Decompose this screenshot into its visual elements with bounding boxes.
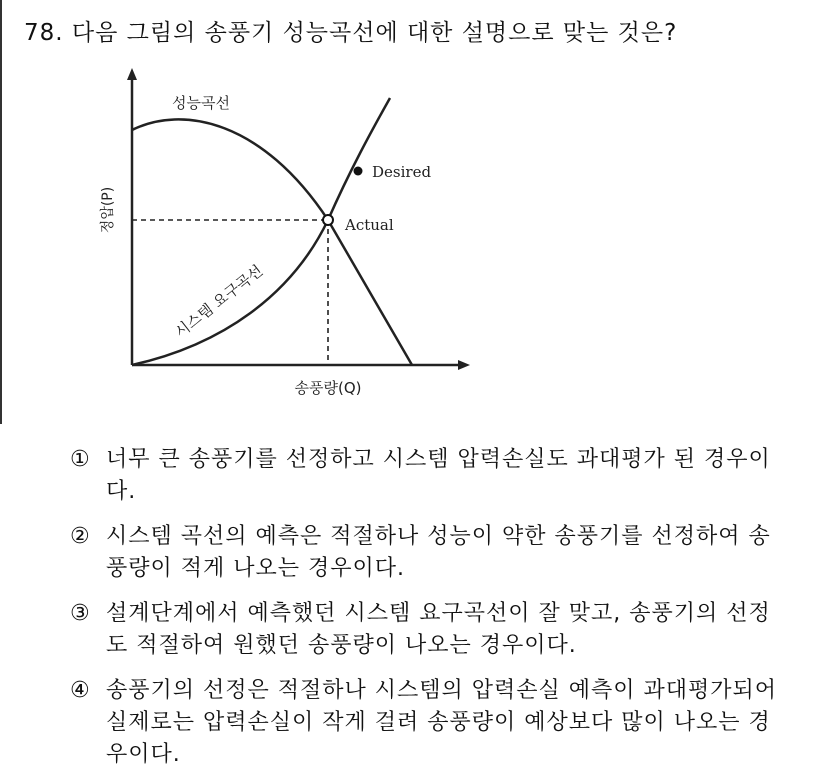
option-text: 시스템 곡선의 예측은 적절하나 성능이 약한 송풍기를 선정하여 송풍량이 적게 나오는 경우이다.: [106, 524, 771, 581]
question-text: 78. 다음 그림의 송풍기 성능곡선에 대한 설명으로 맞는 것은?: [24, 20, 678, 46]
x-axis-arrow: [458, 360, 470, 370]
fan-curve-figure: [72, 60, 492, 410]
option-number: ④: [70, 678, 91, 703]
y-axis-arrow: [127, 68, 137, 80]
option-1[interactable]: [70, 444, 790, 508]
option-text: 설계단계에서 예측했던 시스템 요구곡선이 잘 맞고, 송풍기의 선정도 적절하여 원했던 송풍량이 나오는 경우이다.: [106, 601, 771, 658]
desired-point: [354, 167, 363, 176]
option-4[interactable]: [70, 675, 790, 771]
y-axis-label: 정압(P): [100, 186, 116, 234]
option-3[interactable]: [70, 598, 790, 662]
answer-options: [70, 444, 790, 784]
option-2[interactable]: [70, 521, 790, 585]
actual-point: [323, 215, 333, 225]
option-number: ①: [70, 447, 91, 472]
actual-label: Actual: [345, 216, 394, 234]
option-text: 송풍기의 선정은 적절하나 시스템의 압력손실 예측이 과대평가되어 실제로는 압력손실이 작게 걸려 송풍량이 예상보다 많이 나오는 경우이다.: [106, 678, 778, 767]
option-text: 너무 큰 송풍기를 선정하고 시스템 압력손실도 과대평가 된 경우이다.: [106, 447, 771, 504]
option-number: ②: [70, 524, 91, 549]
x-axis-label: 송풍량(Q): [294, 379, 362, 397]
desired-label: Desired: [372, 163, 432, 181]
performance-curve-label: 성능곡선: [172, 94, 230, 112]
option-number: ③: [70, 601, 91, 626]
system-curve-label: 시스템 요구곡선: [171, 261, 267, 342]
